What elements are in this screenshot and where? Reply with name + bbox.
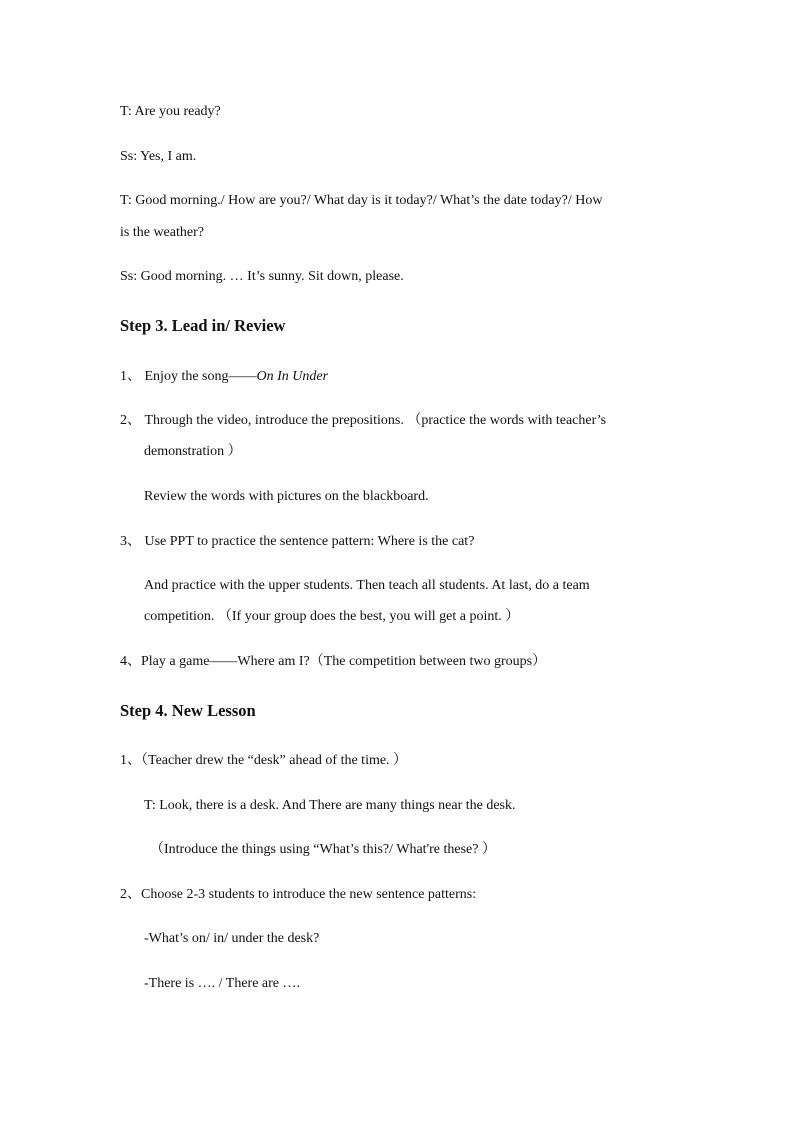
step3-item1-text: 1、 Enjoy the song——	[120, 369, 257, 384]
dialogue-teacher-greeting-line1: T: Good morning./ How are you?/ What day is it today?/ What’s the date today?/ How	[120, 193, 603, 208]
step4-item2-answer: -There is …. / There are ….	[144, 976, 301, 991]
step4-item1-teacher: T: Look, there is a desk. And There are many things near the desk.	[144, 798, 516, 813]
step3-item4: 4、Play a game——Where am I?（The competition between two groups）	[120, 654, 547, 669]
step4-item2: 2、Choose 2-3 students to introduce the new sentence patterns:	[120, 887, 477, 902]
step3-item2-review: Review the words with pictures on the blackboard.	[144, 489, 429, 504]
dialogue-students-reply: Ss: Good morning. … It’s sunny. Sit down, please.	[120, 269, 404, 284]
dialogue-teacher-greeting-line2: is the weather?	[120, 225, 204, 240]
step4-item2-question: -What’s on/ in/ under the desk?	[144, 931, 320, 946]
step3-item2-line1: 2、 Through the video, introduce the prepositions. （practice the words with teacher’s	[120, 413, 607, 428]
song-title: On In Under	[256, 369, 329, 384]
step3-item3-line3: competition. （If your group does the best, you will get a point. ）	[144, 609, 520, 624]
step3-item1	[120, 368, 328, 386]
step4-item1-intro: （Introduce the things using “What’s this?/ What're these? ）	[150, 842, 496, 857]
step4-heading: Step 4. New Lesson	[120, 701, 256, 720]
step3-item3-line1: 3、 Use PPT to practice the sentence pattern: Where is the cat?	[120, 534, 475, 549]
step3-item3-line2: And practice with the upper students. Then teach all students. At last, do a team	[144, 578, 590, 593]
step4-item1: 1、（Teacher drew the “desk” ahead of the time. ）	[120, 753, 408, 768]
dialogue-teacher-ready: T: Are you ready?	[120, 104, 221, 119]
step3-item2-line2: demonstration ）	[144, 444, 242, 459]
step3-heading: Step 3. Lead in/ Review	[120, 316, 286, 335]
dialogue-students-yes: Ss: Yes, I am.	[120, 149, 197, 164]
